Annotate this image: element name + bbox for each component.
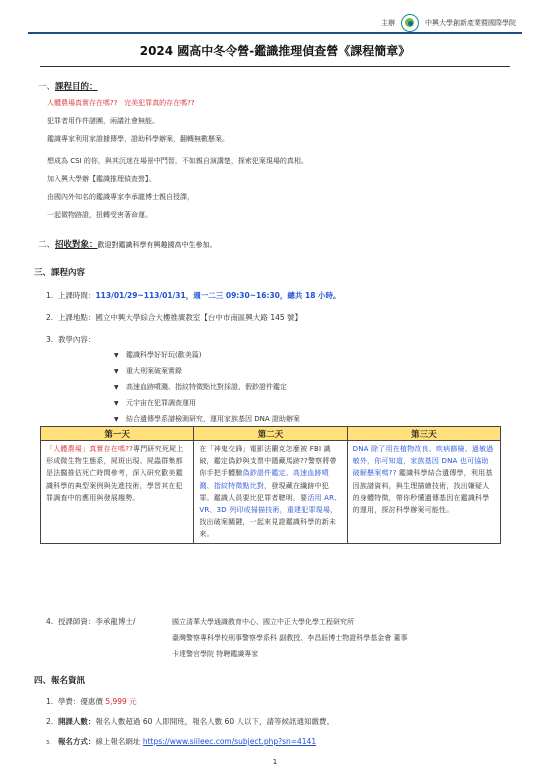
content-label: 教學內容： (57, 335, 96, 344)
location-text: 上課地點：國立中興大學綜合大樓推廣教室【台中市南區興大路 145 號】 (57, 313, 303, 322)
instructor-line-3: 卡達警官學院 特聘鑑識專家 (172, 650, 259, 658)
day-2-text-c: ，找出破案關鍵，一起來見證鑑識科學的新未來。 (199, 506, 338, 539)
method-label: 報名方式： (57, 737, 96, 746)
item-number: 2. (46, 313, 54, 322)
day-2-highlight-2: 活用 AR、VR、3D 列印或掃描技術，重建犯罪現場 (199, 493, 342, 515)
bullet-item (114, 398, 196, 408)
triangle-icon: ▼ (114, 368, 119, 375)
instructor-line-2: 臺灣警察專科學校刑事警察學系科 副教授、李昌鈺博士物證科學基金會 董事 (172, 634, 408, 642)
day-1-highlight: 「人體農場」真實存在嗎?? (46, 445, 134, 453)
triangle-icon: ▼ (114, 384, 119, 391)
schedule-time (46, 290, 341, 301)
triangle-icon: ▼ (114, 416, 119, 423)
bullet-item (114, 350, 201, 360)
table-row (41, 441, 501, 544)
section-number: 二、 (38, 240, 56, 250)
org-name: 中興大學創新產業暨國際學院 (425, 19, 516, 27)
section-label: 招收對象： (55, 240, 98, 250)
section-registration-heading: 四、報名資訊 (34, 676, 86, 686)
page-number: 1 (272, 758, 278, 766)
registration-link[interactable]: https://www.siileec.com/subject.php?sn=4141 (142, 737, 317, 746)
section-content-heading: 三、課程內容 (34, 268, 86, 278)
header (381, 14, 516, 32)
purpose-line-1 (47, 98, 195, 108)
fee-value: 5,999 元 (105, 697, 137, 706)
quota-label: 開課人數： (57, 717, 96, 726)
section-purpose-heading (38, 80, 98, 92)
item-number: 1. (46, 291, 54, 300)
quota-line (46, 716, 334, 727)
table-header-row (41, 427, 501, 441)
method-text: 線上報名網址 (95, 737, 141, 746)
section-number: 一、 (38, 82, 56, 92)
item-number: 3. (46, 740, 51, 746)
day-2-text-b: ，發現藏在纖跡中犯罪。鑑識人員要比犯罪者聰明，要 (199, 481, 329, 502)
host-label: 主辦 (381, 19, 395, 27)
day-3-header: 第三天 (347, 427, 500, 441)
time-value: 113/01/29~113/01/31，週一二三 09:30~16:30，總共 18 小時。 (95, 291, 341, 300)
day-2-header: 第二天 (194, 427, 347, 441)
college-logo-icon (401, 14, 419, 32)
bullet-item (114, 414, 300, 424)
item-label: 上課時間： (57, 291, 96, 300)
question-1: 人體農場真實存在嗎?? (47, 99, 118, 107)
bullet-text: 重大刑案破案實錄 (126, 367, 182, 375)
title-underline (40, 66, 510, 67)
day-3-cell (347, 441, 500, 544)
bullet-text: 鑑識科學好好玩(歡美篇) (126, 351, 202, 359)
bullet-item (114, 366, 182, 376)
instructor-name: 授課師資：李承龍博士/ (57, 617, 136, 626)
purpose-line-3: 鑑識專家利用家證據傳學，證助科學辦案，翻轉無數懸案。 (47, 135, 229, 143)
section-audience (38, 238, 217, 250)
purpose-line-6: 由國內外知名的鑑識專家李承龍博士親自授課， (47, 193, 194, 201)
schedule-table (40, 426, 501, 544)
triangle-icon: ▼ (114, 400, 119, 407)
day-1-header: 第一天 (41, 427, 194, 441)
day-2-highlight-1: 偽鈔證件鑑定、高速血跡噴濺、指紋特徵點比對 (199, 469, 329, 490)
section-label: 課程目的： (55, 82, 98, 92)
teaching-content-label (46, 334, 95, 345)
day-3-highlight: DNA 除了用在植物改良、疾病篩檢、過敏過敏外，你可知道，家族基因 DNA 也可協助破解懸案嗎?? (352, 445, 494, 478)
page-title: 2024 國高中冬令營-鑑識推理偵查營《課程簡章》 (139, 44, 411, 58)
day-1-text: 專門研究死屍上形成微生物生態系，屍斑出現、屍蟲群集都是法醫推估死亡時間參考，深入研究歡美鑑識科學的典型案例與先進技術，學習其在犯罪調查中的應用與發展趨勢。 (46, 445, 184, 502)
bullet-text: 元宇宙在犯罪調查運用 (126, 399, 196, 407)
question-2: 完美犯罪真的存在嗎?? (124, 99, 195, 107)
fee-label: 學費：優惠價 (57, 697, 103, 706)
day-1-cell (41, 441, 194, 544)
item-number: 2. (46, 717, 54, 726)
header-rule (28, 32, 522, 34)
purpose-line-4: 想成為 CSI 的你，與其沉迷在場景中鬥智，不如親自演講楚，探索犯案現場的真相。 (47, 157, 308, 165)
bullet-item (114, 382, 287, 392)
quota-text: 報名人數超過 60 人即開班，報名人數 60 人以下，請等候訊通知繳費。 (95, 717, 335, 726)
purpose-line-7: 一起微物跡證，扭轉受害著命運。 (47, 211, 152, 219)
bullet-text: 高速血跡噴濺、指紋特徵點比對採證、假鈔證件鑑定 (126, 383, 287, 391)
instructor-line-1: 國立清華大學通識教育中心、國立中正大學化學工程研究所 (172, 618, 354, 626)
audience-text: 歡迎對鑑識科學有興趣國高中生參加。 (97, 241, 217, 249)
item-number: 4. (46, 617, 54, 626)
purpose-line-5: 加入興大學辦【鑑識推理偵查營】。 (47, 175, 156, 183)
fee-line (46, 696, 137, 707)
day-2-text-a: 在「神鬼交鋒」電影法蘭克怎麼被 FBI 識破，鑑定偽鈔與支票中隱藏馬跡??警察將帶你手把手體驗 (199, 445, 337, 478)
item-number: 3. (46, 335, 54, 344)
item-number: 1. (46, 697, 54, 706)
triangle-icon: ▼ (114, 352, 119, 359)
schedule-location (46, 312, 302, 323)
day-3-text: 鑑識科學結合遺傳學，利用基因族譜資料，與生理描繪技術，找出嫌疑人的身體特徵，帶你秒懂遺傳基因在鑑識科學的運用，探討科學辦案可能性。 (352, 469, 493, 515)
method-line (46, 736, 316, 747)
bullet-text: 結合遺傳學系譜檢測研究，運用家族基因 DNA 證助辦案 (126, 415, 300, 423)
instructor-label (46, 616, 135, 627)
purpose-line-2: 犯罪者用作件謎團，兩議社會無能。 (47, 117, 159, 125)
day-2-cell (194, 441, 347, 544)
